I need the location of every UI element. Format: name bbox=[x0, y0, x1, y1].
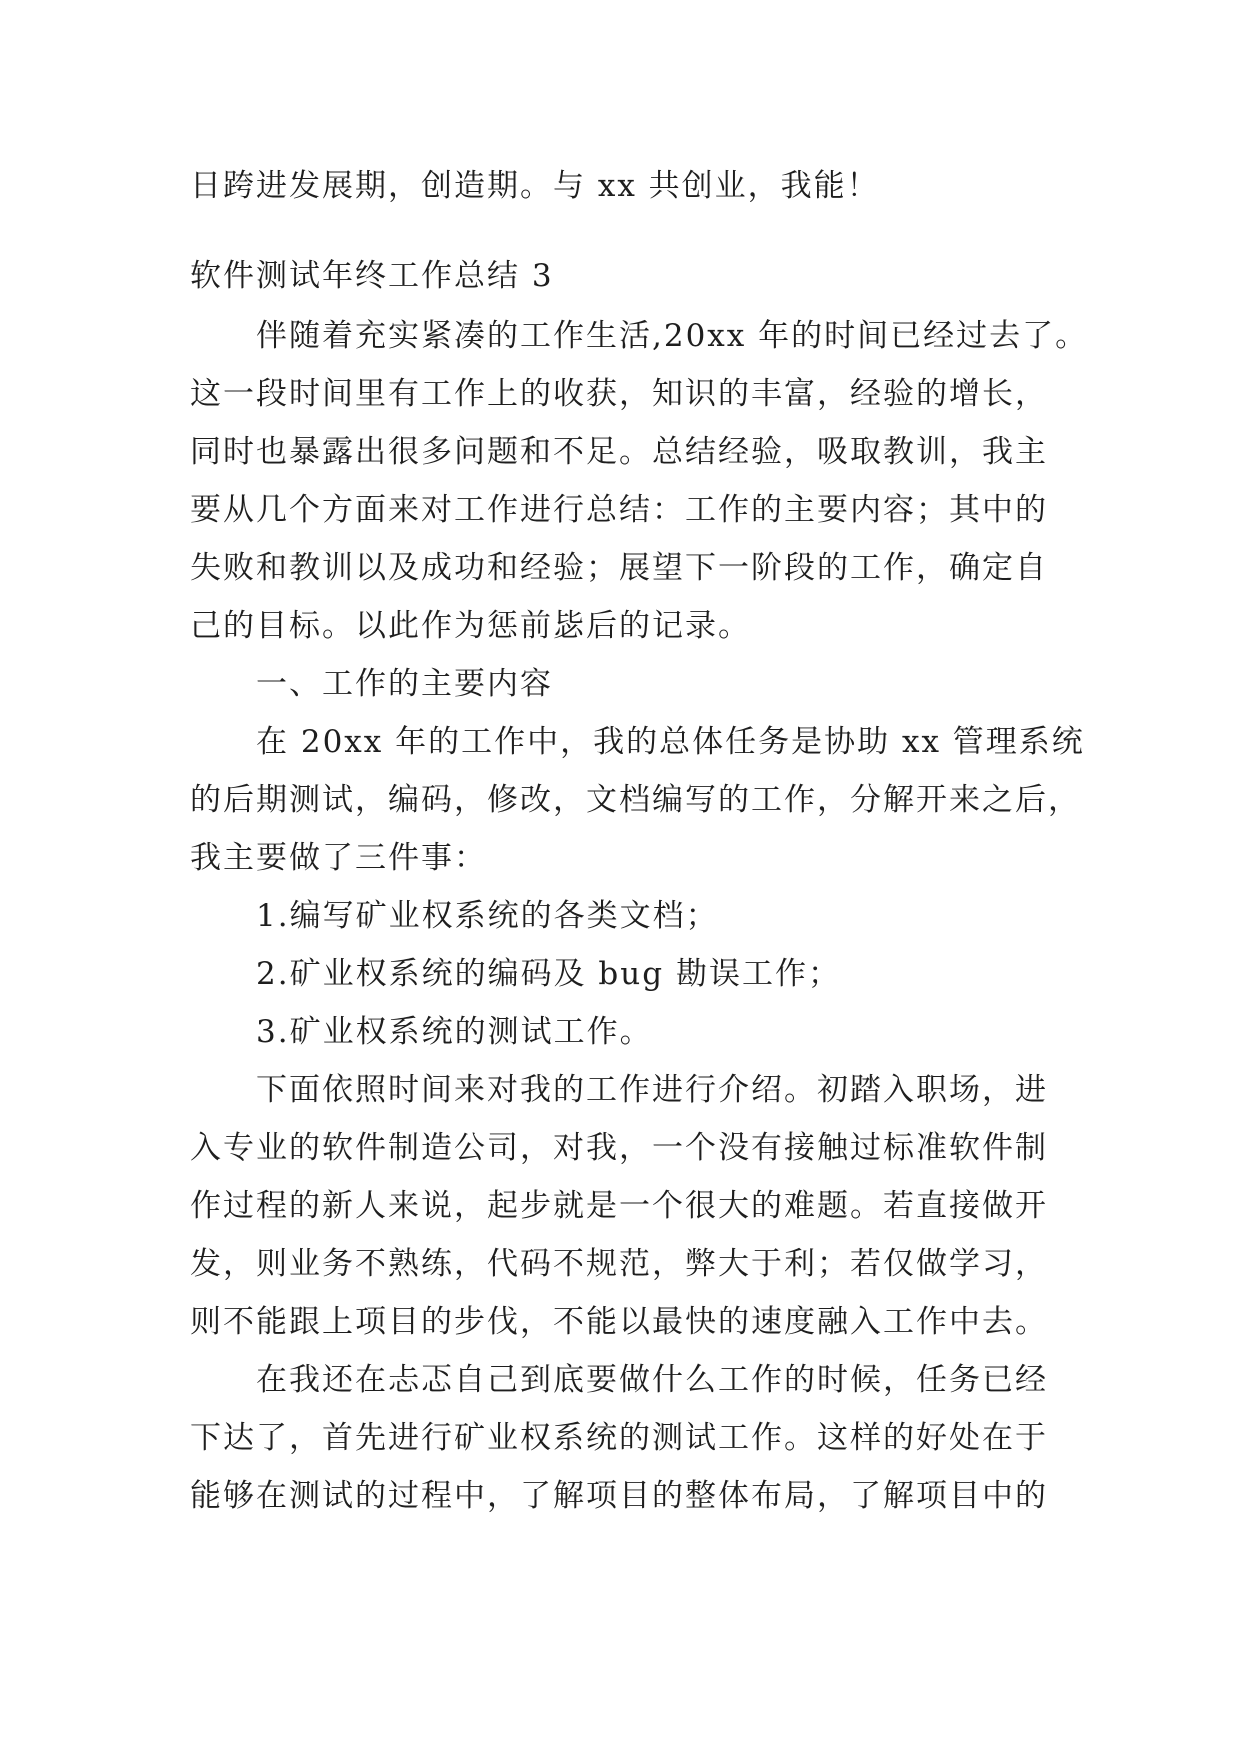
section-title: 软件测试年终工作总结 3 bbox=[190, 258, 554, 294]
list-item: 2.矿业权系统的编码及 bug 勘误工作； bbox=[256, 956, 841, 992]
paragraph-line: 作过程的新人来说，起步就是一个很大的难题。若直接做开 bbox=[190, 1188, 1048, 1224]
paragraph-line: 则不能跟上项目的步伐，不能以最快的速度融入工作中去。 bbox=[190, 1304, 1048, 1340]
intro-line: 己的目标。以此作为惩前毖后的记录。 bbox=[190, 608, 751, 644]
paragraph-line: 我主要做了三件事： bbox=[190, 840, 487, 876]
paragraph-line: 的后期测试，编码，修改，文档编写的工作，分解开来之后， bbox=[190, 782, 1081, 818]
paragraph-line: 下面依照时间来对我的工作进行介绍。初踏入职场，进 bbox=[256, 1072, 1048, 1108]
intro-line: 失败和教训以及成功和经验；展望下一阶段的工作，确定自 bbox=[190, 550, 1048, 586]
paragraph-line: 发，则业务不熟练，代码不规范，弊大于利；若仅做学习， bbox=[190, 1246, 1048, 1282]
paragraph-line: 能够在测试的过程中，了解项目的整体布局，了解项目中的 bbox=[190, 1478, 1048, 1514]
section-heading: 一、工作的主要内容 bbox=[256, 666, 553, 702]
continuation-line: 日跨进发展期，创造期。与 xx 共创业，我能！ bbox=[190, 168, 880, 204]
intro-line: 伴随着充实紧凑的工作生活,20xx 年的时间已经过去了。 bbox=[256, 318, 1089, 354]
intro-line: 同时也暴露出很多问题和不足。总结经验，吸取教训，我主 bbox=[190, 434, 1048, 470]
intro-line: 要从几个方面来对工作进行总结：工作的主要内容；其中的 bbox=[190, 492, 1048, 528]
paragraph-line: 在 20xx 年的工作中，我的总体任务是协助 xx 管理系统 bbox=[256, 724, 1085, 760]
list-item: 3.矿业权系统的测试工作。 bbox=[256, 1014, 653, 1050]
list-item: 1.编写矿业权系统的各类文档； bbox=[256, 898, 719, 934]
paragraph-line: 入专业的软件制造公司，对我，一个没有接触过标准软件制 bbox=[190, 1130, 1048, 1166]
paragraph-line: 下达了，首先进行矿业权系统的测试工作。这样的好处在于 bbox=[190, 1420, 1048, 1456]
paragraph-line: 在我还在忐忑自己到底要做什么工作的时候，任务已经 bbox=[256, 1362, 1048, 1398]
intro-line: 这一段时间里有工作上的收获，知识的丰富，经验的增长， bbox=[190, 376, 1048, 412]
